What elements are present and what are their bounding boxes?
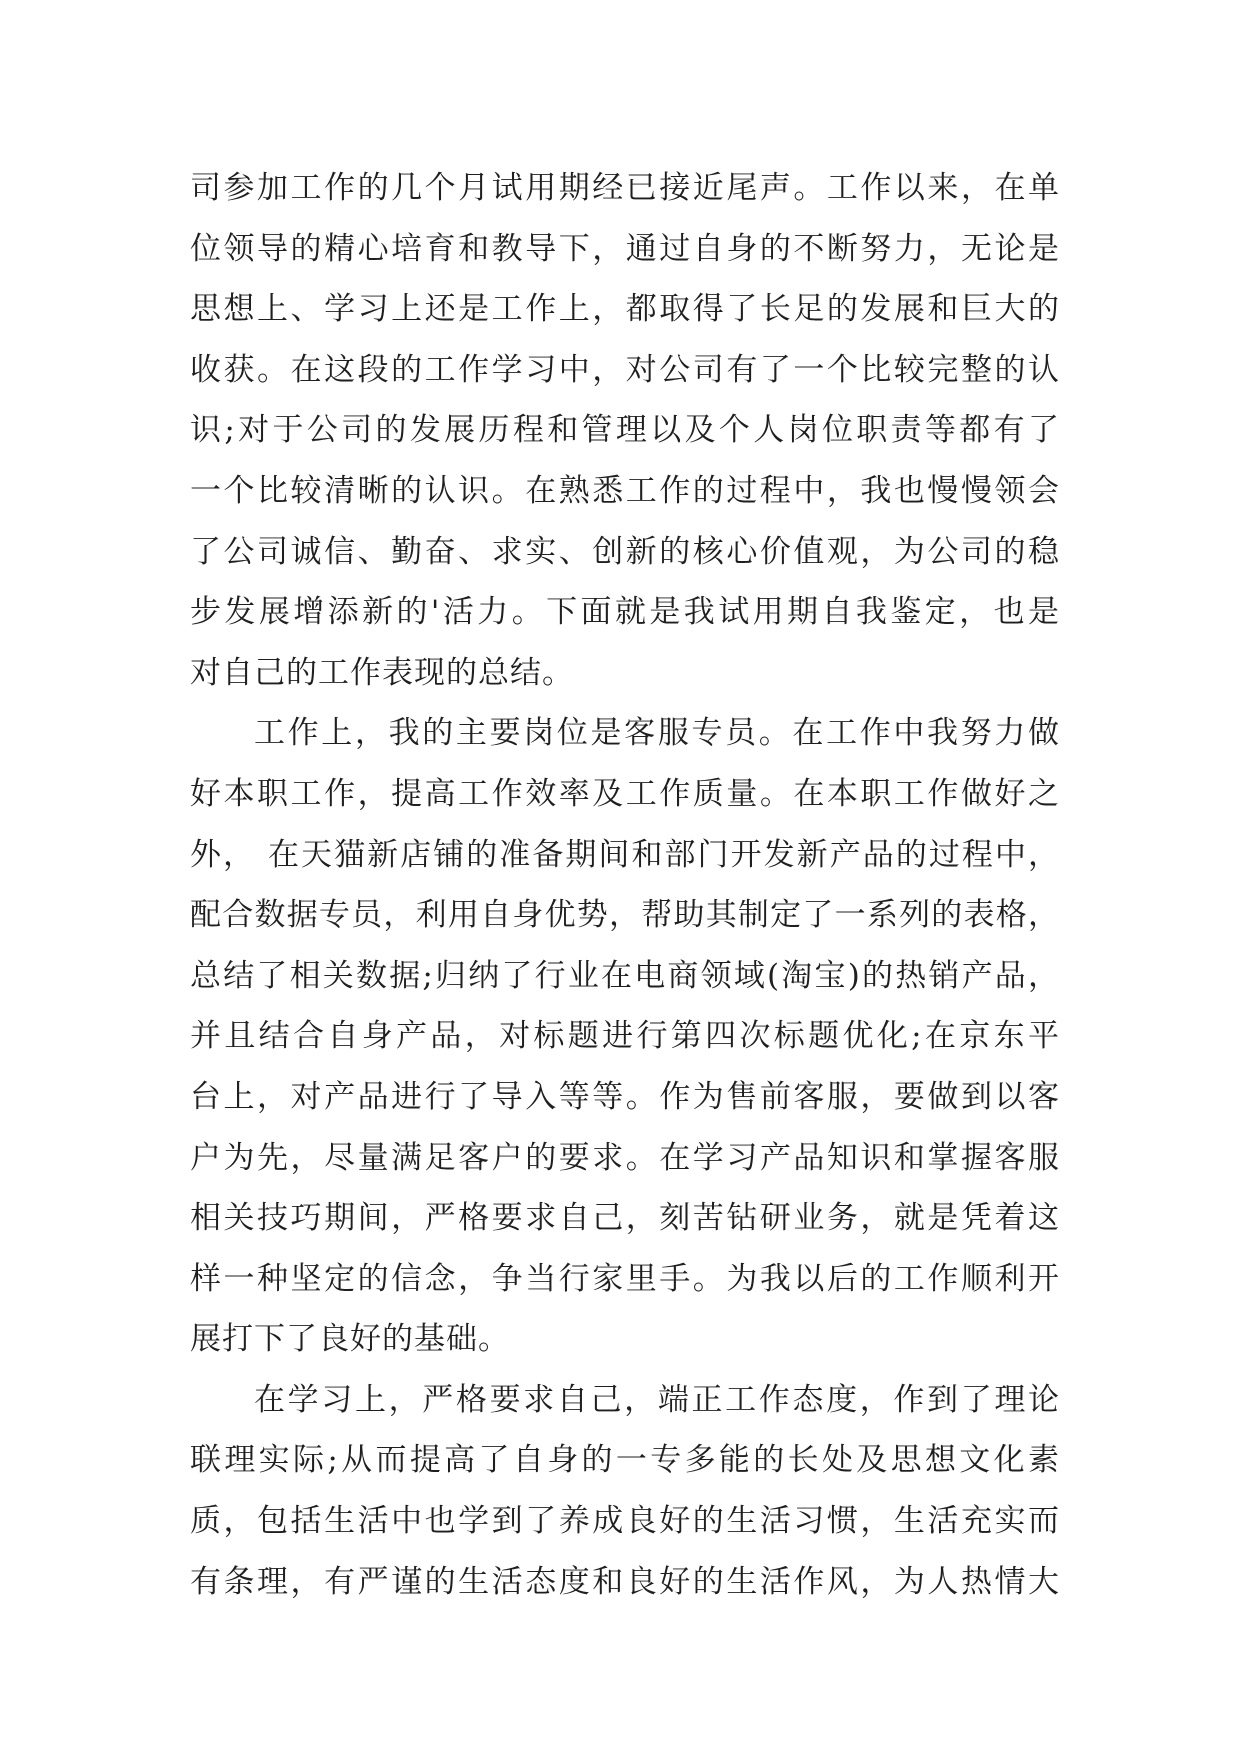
text-line: 并且结合自身产品，对标题进行第四次标题优化;在京东平	[190, 1018, 1060, 1055]
text-line: 了公司诚信、勤奋、求实、创新的核心价值观，为公司的稳	[190, 533, 1060, 570]
text-line: 一个比较清晰的认识。在熟悉工作的过程中，我也慢慢领会	[190, 472, 1060, 509]
text-line: 户为先，尽量满足客户的要求。在学习产品知识和掌握客服	[190, 1139, 1060, 1176]
text-line: 展打下了良好的基础。	[190, 1321, 510, 1358]
text-line: 步发展增添新的'活力。下面就是我试用期自我鉴定，也是	[190, 594, 1060, 631]
text-line: 配合数据专员，利用自身优势，帮助其制定了一系列的表格，	[190, 897, 1060, 934]
text-line: 思想上、学习上还是工作上，都取得了长足的发展和巨大的	[190, 291, 1060, 328]
text-line: 好本职工作，提高工作效率及工作质量。在本职工作做好之	[190, 775, 1060, 812]
body-text	[190, 158, 1060, 1612]
paragraph-1	[190, 158, 1060, 703]
text-line: 质，包括生活中也学到了养成良好的生活习惯，生活充实而	[190, 1503, 1060, 1540]
text-line: 外， 在天猫新店铺的准备期间和部门开发新产品的过程中，	[190, 836, 1060, 873]
text-line: 总结了相关数据;归纳了行业在电商领域(淘宝)的热销产品，	[190, 957, 1060, 994]
text-line: 对自己的工作表现的总结。	[190, 654, 574, 691]
text-line: 识;对于公司的发展历程和管理以及个人岗位职责等都有了	[190, 412, 1060, 449]
text-line: 位领导的精心培育和教导下，通过自身的不断努力，无论是	[190, 230, 1060, 267]
text-line: 有条理，有严谨的生活态度和良好的生活作风，为人热情大	[190, 1563, 1060, 1600]
text-line: 台上，对产品进行了导入等等。作为售前客服，要做到以客	[190, 1078, 1060, 1115]
text-line: 在学习上，严格要求自己，端正工作态度，作到了理论	[254, 1381, 1060, 1418]
paragraph-3	[190, 1370, 1060, 1612]
text-line: 样一种坚定的信念，争当行家里手。为我以后的工作顺利开	[190, 1260, 1060, 1297]
paragraph-2	[190, 703, 1060, 1370]
text-line: 司参加工作的几个月试用期经已接近尾声。工作以来，在单	[190, 170, 1060, 206]
text-line: 联理实际;从而提高了自身的一专多能的长处及思想文化素	[190, 1442, 1060, 1479]
text-line: 收获。在这段的工作学习中，对公司有了一个比较完整的认	[190, 351, 1060, 388]
text-line: 相关技巧期间，严格要求自己，刻苦钻研业务，就是凭着这	[190, 1200, 1060, 1237]
text-line: 工作上，我的主要岗位是客服专员。在工作中我努力做	[254, 715, 1060, 752]
